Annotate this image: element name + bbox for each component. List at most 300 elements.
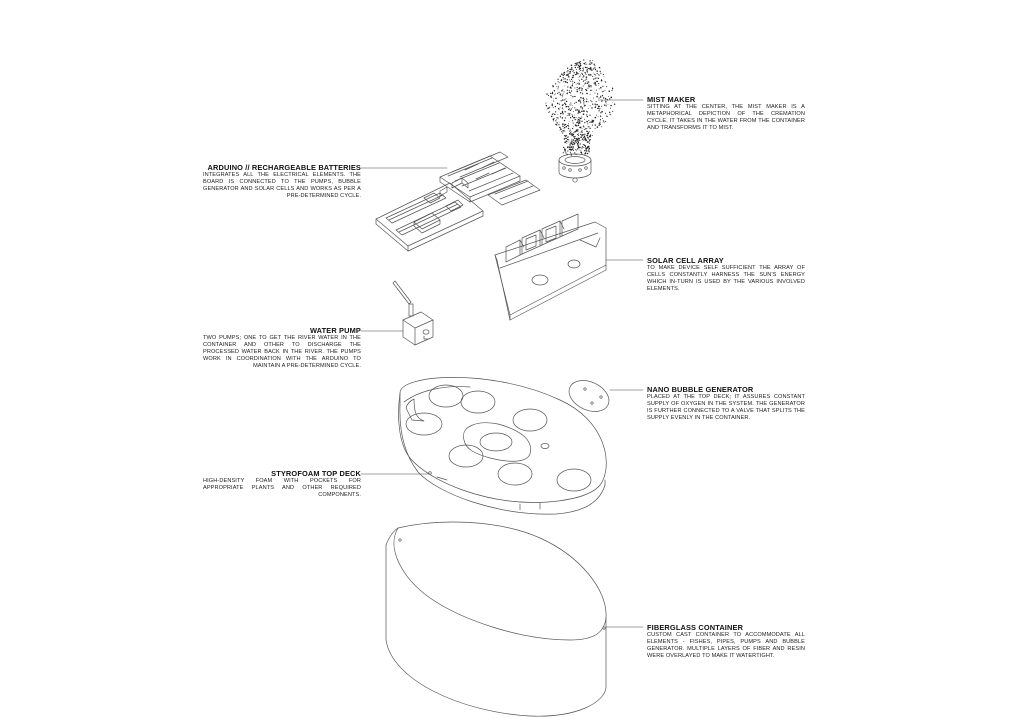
mist-dot: [553, 107, 554, 108]
mist-dot: [596, 104, 598, 106]
mist-dot: [581, 73, 582, 74]
mist-dot: [578, 145, 579, 146]
mist-dot: [546, 105, 547, 106]
mist-dot: [576, 150, 577, 151]
mist-dot: [588, 126, 589, 127]
mist-dot: [564, 91, 565, 92]
mist-dot: [584, 83, 585, 84]
mist-dot: [606, 103, 607, 104]
mist-dot: [580, 134, 581, 135]
mist-dot: [586, 79, 587, 80]
mist-dot: [575, 67, 576, 68]
mist-dot: [580, 147, 581, 148]
mist-dot: [564, 99, 565, 100]
mist-dot: [569, 69, 570, 70]
mist-dot: [588, 86, 589, 87]
mist-dot: [577, 67, 578, 68]
mist-dot: [581, 131, 583, 133]
mist-dot: [560, 76, 561, 77]
mist-dot: [600, 96, 601, 97]
mist-dot: [572, 105, 573, 106]
mist-dot: [594, 65, 595, 66]
mist-dot: [610, 105, 612, 107]
mist-dot: [586, 74, 587, 75]
mist-dot: [588, 101, 589, 102]
mist-dot: [564, 138, 565, 139]
mist-dot: [566, 141, 567, 142]
mist-dot: [593, 69, 594, 70]
mist-dot: [593, 122, 594, 123]
mist-dot: [559, 92, 560, 93]
mist-dot: [604, 76, 605, 77]
mist-dot: [579, 112, 581, 114]
mist-dot: [566, 93, 568, 95]
mist-dot: [564, 148, 565, 149]
mist-dot: [569, 92, 571, 94]
mist-dot: [597, 77, 598, 78]
mist-dot: [578, 140, 579, 141]
mist-dot: [577, 91, 578, 92]
mist-dot: [572, 149, 573, 150]
mist-dot: [583, 69, 584, 70]
mist-dot: [578, 62, 579, 63]
top-deck-label: [203, 469, 361, 499]
mist-dot: [579, 71, 580, 72]
mist-dot: [554, 114, 555, 115]
mist-dot: [585, 152, 586, 153]
mist-dot: [598, 116, 599, 117]
mist-dot: [586, 101, 588, 103]
bubble-generator-label: [647, 385, 805, 422]
mist-dot: [566, 138, 567, 139]
mist-dot: [574, 131, 575, 132]
mist-dot: [584, 105, 586, 107]
mist-dot: [589, 140, 590, 141]
mist-dot: [599, 106, 600, 107]
mist-dot: [577, 83, 578, 84]
mist-dot: [577, 112, 578, 113]
mist-dot: [603, 74, 604, 75]
mist-dot: [567, 125, 568, 126]
mist-dot: [583, 81, 584, 82]
mist-dot: [570, 93, 571, 94]
mist-dot: [598, 74, 599, 75]
mist-dot: [589, 60, 590, 61]
mist-dot: [597, 93, 598, 94]
mist-dot: [565, 152, 566, 153]
mist-dot: [585, 140, 586, 141]
mist-dot: [555, 120, 556, 121]
mist-dot: [550, 93, 551, 94]
mist-dot: [583, 85, 584, 86]
mist-dot: [576, 89, 577, 90]
mist-dot: [571, 105, 572, 106]
mist-dot: [576, 117, 577, 118]
mist-dot: [568, 76, 570, 78]
mist-dot: [592, 124, 593, 125]
mist-dot: [596, 90, 597, 91]
mist-dot: [568, 123, 569, 124]
mist-dot: [589, 115, 590, 116]
mist-dot: [582, 138, 583, 139]
mist-dot: [579, 119, 580, 120]
mist-dot: [595, 124, 596, 125]
mist-dot: [565, 124, 566, 125]
mist-dot: [574, 140, 575, 141]
mist-dot: [562, 89, 563, 90]
mist-dot: [586, 121, 587, 122]
mist-dot: [563, 77, 564, 78]
mist-maker-label: [647, 95, 805, 132]
mist-dot: [588, 68, 589, 69]
mist-dot: [587, 153, 588, 154]
mist-dot: [571, 131, 572, 132]
mist-dot: [599, 122, 600, 123]
styrofoam-top-deck: [399, 377, 607, 514]
mist-dot: [589, 127, 590, 128]
mist-dot: [577, 144, 578, 145]
mist-dot: [587, 88, 588, 89]
mist-dot: [592, 60, 593, 61]
mist-dot: [579, 110, 580, 111]
arduino-board: [376, 152, 540, 251]
mist-dot: [579, 80, 580, 81]
mist-dot: [583, 147, 584, 148]
mist-dot: [556, 119, 557, 120]
mist-dot: [584, 129, 585, 130]
mist-dot: [558, 117, 559, 118]
mist-dot: [553, 118, 554, 119]
mist-dot: [561, 100, 562, 101]
mist-dot: [579, 77, 580, 78]
mist-dot: [600, 87, 602, 89]
mist-dot: [575, 125, 576, 126]
mist-dot: [562, 75, 563, 76]
mist-dot: [572, 75, 574, 77]
mist-dot: [582, 133, 583, 134]
mist-dot: [583, 113, 585, 115]
mist-dot: [563, 152, 564, 153]
mist-dot: [562, 130, 563, 131]
mist-dot: [588, 139, 589, 140]
mist-dot: [599, 108, 600, 109]
mist-dot: [565, 106, 566, 107]
mist-dot: [564, 86, 565, 87]
mist-dot: [589, 128, 590, 129]
mist-dot: [587, 141, 589, 143]
mist-dot: [593, 73, 594, 74]
mist-dot: [562, 113, 563, 114]
mist-dot: [571, 154, 572, 155]
mist-dot: [574, 107, 575, 108]
mist-dot: [549, 107, 550, 108]
mist-dot: [563, 130, 564, 131]
mist-dot: [587, 81, 588, 82]
mist-dot: [580, 75, 581, 76]
mist-dot: [573, 142, 574, 143]
mist-dot: [568, 128, 569, 129]
mist-dot: [586, 99, 587, 100]
mist-dot: [609, 90, 611, 92]
mist-dot: [565, 136, 566, 137]
mist-dot: [570, 110, 571, 111]
mist-dot: [583, 103, 584, 104]
mist-dot: [606, 105, 607, 106]
mist-dot: [562, 112, 563, 113]
mist-dot: [575, 65, 576, 66]
mist-dot: [573, 111, 574, 112]
mist-dot: [598, 78, 599, 79]
mist-dot: [614, 104, 615, 105]
mist-dot: [551, 116, 552, 117]
mist-dot: [580, 103, 581, 104]
mist-dot: [579, 99, 580, 100]
leader-lines: [361, 100, 643, 627]
mist-dot: [551, 97, 552, 98]
mist-dot: [599, 74, 600, 75]
mist-dot: [558, 92, 559, 93]
mist-dot: [575, 149, 576, 150]
mist-dot: [573, 146, 574, 147]
mist-dot: [554, 94, 555, 95]
mist-dot: [587, 135, 589, 137]
mist-dot: [590, 85, 591, 86]
mist-dot: [599, 111, 600, 112]
mist-dot: [592, 103, 593, 104]
mist-dot: [562, 117, 563, 118]
mist-dot: [579, 68, 580, 69]
mist-dot: [582, 98, 583, 99]
mist-dot: [557, 114, 558, 115]
mist-dot: [563, 81, 564, 82]
mist-dot: [588, 120, 589, 121]
mist-dot: [571, 79, 572, 80]
mist-dot: [594, 67, 595, 68]
mist-dot: [590, 105, 591, 106]
mist-dot: [581, 116, 582, 117]
mist-dot: [571, 108, 572, 109]
mist-dot: [564, 102, 566, 104]
mist-dot: [593, 79, 594, 80]
mist-dot: [562, 108, 563, 109]
mist-dot: [589, 74, 591, 76]
mist-dot: [587, 72, 588, 73]
mist-dot: [560, 80, 561, 81]
mist-dot: [596, 81, 597, 82]
mist-dot: [594, 74, 595, 75]
mist-dot: [599, 67, 601, 69]
mist-dot: [582, 128, 583, 129]
mist-dot: [580, 127, 581, 128]
mist-dot: [560, 113, 562, 115]
mist-dot: [580, 65, 581, 66]
mist-dot: [584, 144, 585, 145]
mist-dot: [580, 61, 581, 62]
mist-dot: [590, 122, 591, 123]
mist-dot: [557, 88, 558, 89]
mist-dot: [567, 139, 568, 140]
mist-dot: [579, 100, 581, 102]
mist-dot: [587, 71, 588, 72]
mist-dot: [586, 128, 587, 129]
mist-dot: [568, 73, 569, 74]
mist-dot: [572, 128, 573, 129]
mist-dot: [582, 94, 583, 95]
mist-dot: [581, 89, 582, 90]
water-pump-title: WATER PUMP: [309, 326, 361, 335]
mist-dot: [584, 138, 585, 139]
mist-dot: [591, 69, 592, 70]
mist-dot: [601, 111, 603, 113]
mist-dot: [548, 95, 549, 96]
mist-dot: [598, 85, 599, 86]
mist-dot: [569, 79, 570, 80]
mist-dot: [586, 76, 588, 78]
mist-dot: [587, 147, 588, 148]
mist-dot: [559, 104, 560, 105]
mist-dot: [572, 71, 573, 72]
mist-dot: [612, 88, 613, 89]
mist-dot: [560, 93, 562, 95]
mist-dot: [548, 112, 549, 113]
mist-dot: [590, 68, 591, 69]
mist-dot: [587, 116, 588, 117]
mist-dot: [595, 65, 596, 66]
mist-dot: [586, 114, 587, 115]
mist-dot: [572, 69, 573, 70]
mist-dot: [557, 93, 558, 94]
mist-dot: [564, 78, 565, 79]
mist-dot: [584, 99, 585, 100]
mist-dot: [595, 78, 596, 79]
mist-dot: [589, 63, 590, 64]
mist-dot: [575, 136, 576, 137]
mist-dot: [587, 83, 588, 84]
mist-dot: [605, 81, 606, 82]
mist-dot: [571, 146, 572, 147]
mist-dot: [583, 101, 584, 102]
mist-dot: [576, 73, 577, 74]
bubble-generator-desc: PLACED AT THE TOP DECK; IT ASSURES CONSTANT SUPPLY OF OXYGEN IN THE SYSTEM. THE GENERATOR IS FURTHER CONNECTED TO A VALVE THAT SPLITS THE SUPPLY EVENLY IN THE CONTAINER.: [647, 394, 805, 422]
mist-dot: [592, 135, 593, 136]
mist-dot: [568, 109, 569, 110]
mist-dot: [588, 133, 589, 134]
mist-dot: [563, 126, 564, 127]
mist-dot: [578, 135, 579, 136]
mist-dot: [589, 148, 590, 149]
mist-dot: [557, 118, 558, 119]
mist-dot: [563, 73, 564, 74]
mist-dot: [582, 77, 583, 78]
mist-dot: [562, 99, 564, 101]
mist-dot: [584, 122, 585, 123]
mist-dot: [570, 103, 571, 104]
mist-dot: [572, 114, 573, 115]
mist-dot: [565, 117, 566, 118]
mist-dot: [572, 77, 573, 78]
mist-dot: [584, 110, 585, 111]
solar-cell-label: [647, 256, 805, 293]
mist-dot: [565, 81, 566, 82]
mist-dot: [593, 68, 594, 69]
mist-dot: [598, 125, 599, 126]
mist-dot: [585, 72, 586, 73]
water-pump-desc: TWO PUMPS; ONE TO GET THE RIVER WATER IN THE CONTAINER AND OTHER TO DISCHARGE THE PROCESSED WATER BACK IN THE RIVER. THE PUMPS WORK IN COORDINATION WITH THE ARDUINO TO MAINTAIN A PRE-DETERMINED CYCLE.: [203, 335, 361, 370]
mist-dot: [589, 64, 590, 65]
mist-dot: [590, 64, 591, 65]
mist-dot: [576, 140, 577, 141]
mist-dot: [580, 63, 582, 65]
mist-dot: [593, 64, 594, 65]
mist-dot: [586, 111, 587, 112]
mist-dot: [567, 147, 568, 148]
mist-dot: [566, 75, 567, 76]
mist-dot: [561, 73, 563, 75]
mist-dot: [557, 79, 558, 80]
mist-dot: [581, 148, 582, 149]
mist-dot: [564, 111, 565, 112]
mist-dot: [580, 107, 581, 108]
arduino-title: ARDUINO // RECHARGEABLE BATTERIES: [207, 163, 361, 172]
mist-dot: [569, 146, 571, 148]
mist-dot: [606, 115, 607, 116]
mist-dot: [578, 88, 579, 89]
mist-dot: [570, 148, 571, 149]
mist-dot: [581, 135, 582, 136]
mist-dot: [585, 62, 586, 63]
mist-dot: [572, 81, 573, 82]
mist-dot: [573, 132, 574, 133]
mist-dot: [552, 93, 553, 94]
mist-dot: [565, 151, 566, 152]
mist-dot: [573, 139, 574, 140]
mist-dot: [552, 92, 553, 93]
mist-dot: [588, 108, 589, 109]
mist-dot: [569, 131, 570, 132]
mist-dot: [584, 134, 585, 135]
mist-dot: [567, 79, 568, 80]
mist-dot: [595, 84, 596, 85]
mist-dot: [583, 100, 584, 101]
mist-dot: [588, 75, 589, 76]
mist-dot: [569, 115, 570, 116]
mist-dot: [568, 113, 569, 114]
mist-dot: [559, 127, 561, 129]
mist-dot: [582, 146, 583, 147]
container-title: FIBERGLASS CONTAINER: [647, 623, 744, 632]
mist-dot: [564, 150, 565, 151]
mist-dot: [588, 151, 589, 152]
mist-dot: [546, 93, 547, 94]
mist-dot: [607, 116, 608, 117]
mist-dot: [586, 131, 588, 133]
mist-dot: [572, 96, 573, 97]
mist-dot: [570, 143, 571, 144]
mist-maker-title: MIST MAKER: [647, 95, 696, 104]
mist-dot: [582, 109, 583, 110]
mist-dot: [559, 109, 560, 110]
mist-dot: [574, 143, 575, 144]
mist-dot: [567, 68, 568, 69]
mist-dot: [545, 103, 546, 104]
mist-dot: [582, 70, 583, 71]
mist-dot: [572, 84, 573, 85]
mist-dot: [586, 150, 588, 152]
mist-dot: [571, 135, 572, 136]
mist-dot: [565, 104, 566, 105]
mist-dot: [586, 64, 587, 65]
mist-dot: [567, 74, 568, 75]
